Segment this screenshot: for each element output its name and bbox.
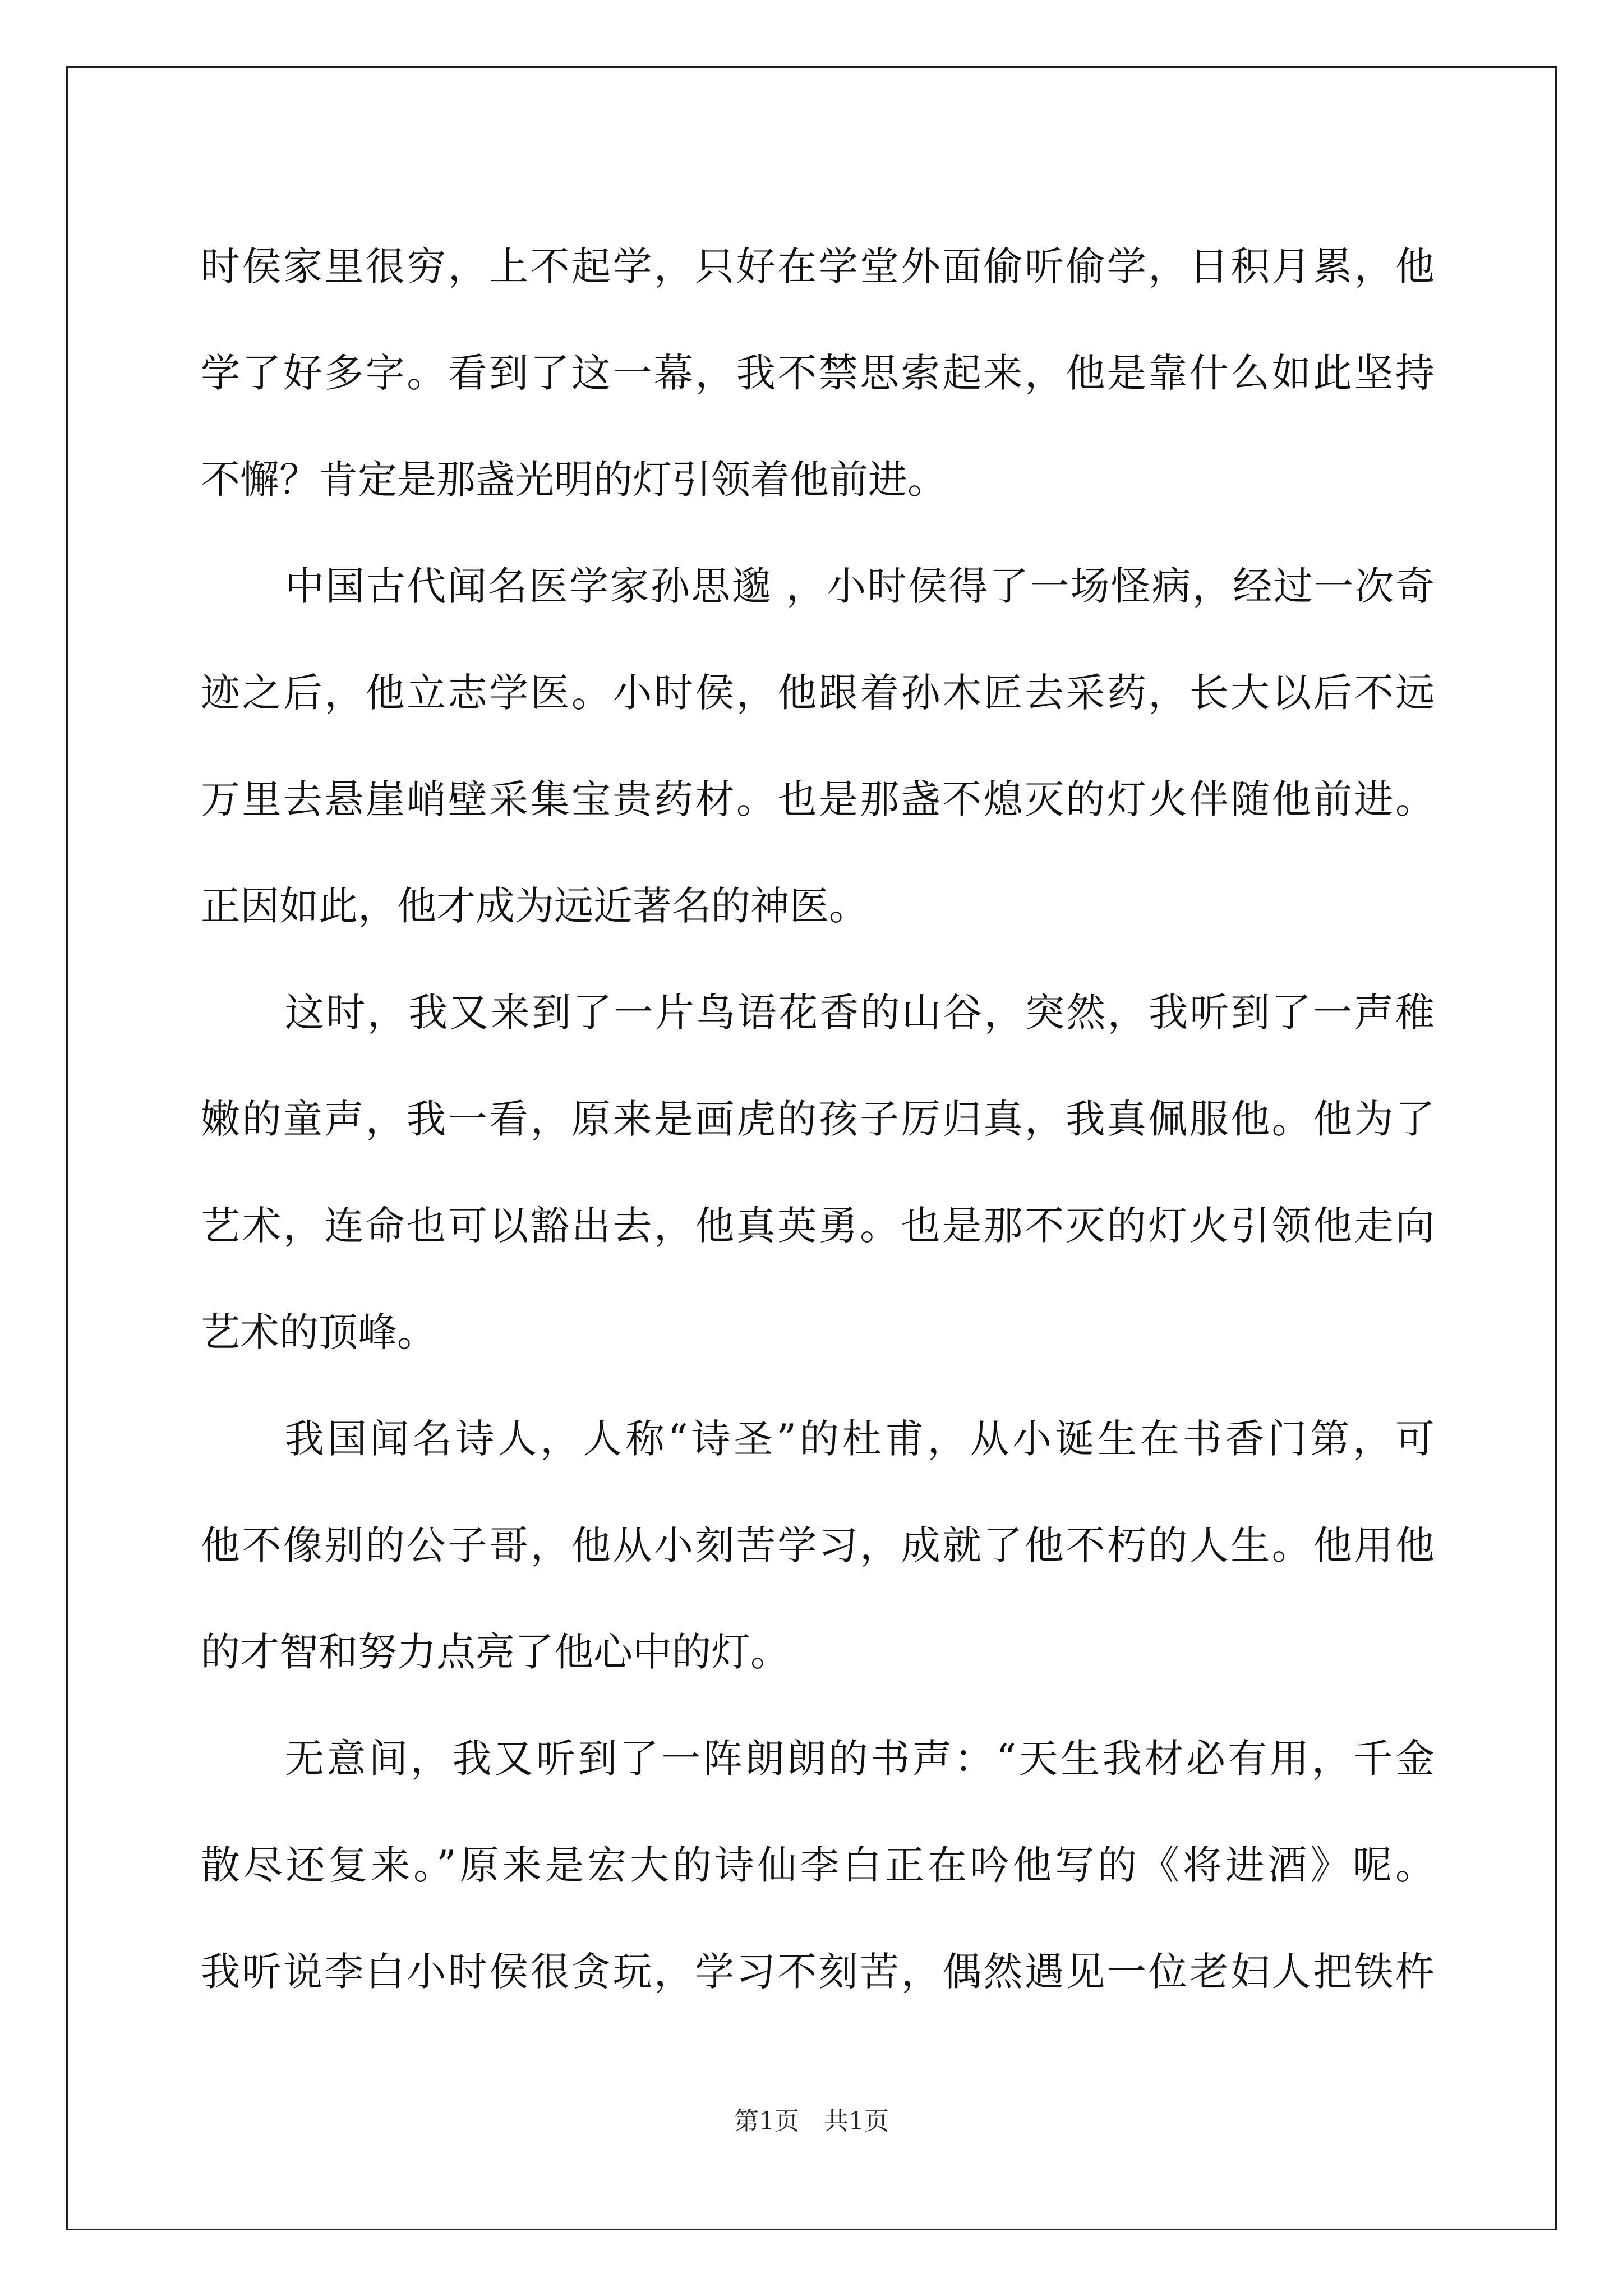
text-line-17: 我听说李白小时侯很贪玩，学习不刻苦，偶然遇见一位老妇人把铁杵 bbox=[201, 1949, 1435, 1995]
text-line-13: 他不像别的公子哥，他从小刻苦学习，成就了他不朽的人生。他用他 bbox=[201, 1522, 1435, 1568]
text-line-3: 不懈？肯定是那盏光明的灯引领着他前进。 bbox=[201, 457, 947, 503]
text-line-4: 中国古代闻名医学家孙思邈 ，小时侯得了一场怪病，经过一次奇 bbox=[285, 563, 1435, 609]
text-line-6: 万里去悬崖峭壁采集宝贵药材。也是那盏不熄灭的灯火伴随他前进。 bbox=[201, 776, 1435, 822]
text-line-1: 时侯家里很穷，上不起学，只好在学堂外面偷听偷学，日积月累，他 bbox=[201, 243, 1435, 289]
text-line-11: 艺术的顶峰。 bbox=[201, 1309, 436, 1355]
text-line-16: 散尽还复来。”原来是宏大的诗仙李白正在吟他写的《将进酒》呢。 bbox=[201, 1842, 1435, 1888]
page-number-footer: 第1页 共1页 bbox=[734, 2107, 889, 2136]
text-line-5: 迹之后，他立志学医。小时侯，他跟着孙木匠去采药，长大以后不远 bbox=[201, 670, 1435, 716]
text-line-7: 正因如此，他才成为远近著名的神医。 bbox=[201, 883, 868, 929]
text-line-12: 我国闻名诗人，人称“诗圣”的杜甫，从小诞生在书香门第，可 bbox=[285, 1416, 1435, 1462]
text-line-2: 学了好多字。看到了这一幕，我不禁思索起来，他是靠什么如此坚持 bbox=[201, 350, 1435, 396]
text-line-10: 艺术，连命也可以豁出去，他真英勇。也是那不灭的灯火引领他走向 bbox=[201, 1203, 1435, 1249]
text-line-15: 无意间，我又听到了一阵朗朗的书声：“天生我材必有用，千金 bbox=[285, 1736, 1435, 1782]
document-body bbox=[201, 213, 1435, 2025]
text-line-8: 这时，我又来到了一片鸟语花香的山谷，突然，我听到了一声稚 bbox=[285, 990, 1435, 1036]
text-line-14: 的才智和努力点亮了他心中的灯。 bbox=[201, 1629, 790, 1675]
text-line-9: 嫩的童声，我一看，原来是画虎的孩子厉归真，我真佩服他。他为了 bbox=[201, 1096, 1435, 1142]
